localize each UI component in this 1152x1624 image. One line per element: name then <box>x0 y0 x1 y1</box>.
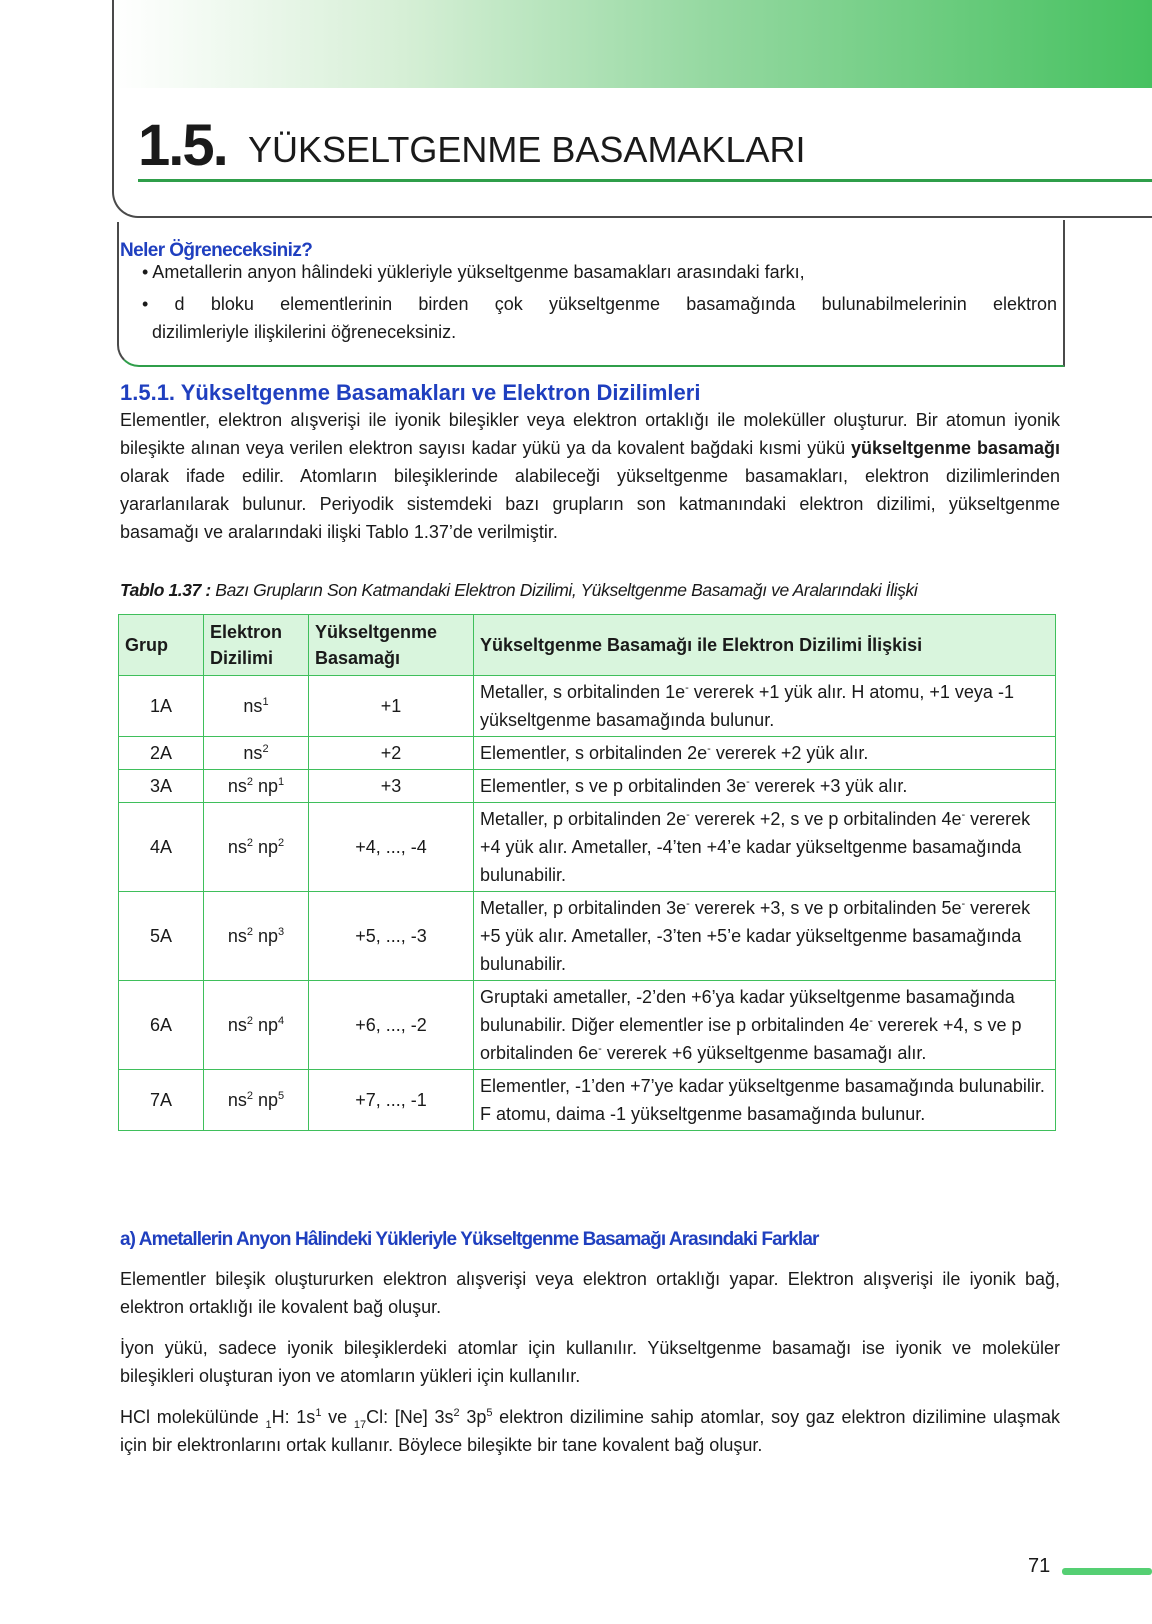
cell-grup: 7A <box>119 1070 204 1131</box>
table-row <box>119 803 1056 892</box>
header-grup: Grup <box>119 615 204 676</box>
table-header-row <box>119 615 1056 676</box>
paragraph-hcl: HCl molekülünde $_1$H: $1s^1$ ve $_{17}$Cl: [Ne] $3s^2$ $3p^5$ elektron dizilimine sahip atomlar, soy gaz elektron dizilimine ulaşmak için bir elektronlarını ortak kullanır. Böylece bileşikte bir tane kovalent bağ oluşur. <box>120 1407 1060 1455</box>
cell-electron-configuration: $ns^2$ $np^3$ <box>204 892 309 981</box>
cell-relationship: Elementler, -1’den +7’ye kadar yükseltgenme basamağında bulunabilir. F atomu, daima -1 yükseltgenme basamağında bulunur. <box>474 1070 1056 1131</box>
cell-oxidation-state: +6, ..., -2 <box>309 981 474 1070</box>
cell-relationship: Metaller, p orbitalinden 3e- vererek +3, s ve p orbitalinden 5e- vererek +5 yük alır. Ametaller, -3’ten +5’e kadar yükseltgenme basamağında bulunabilir. <box>474 892 1056 981</box>
cell-oxidation-state: +7, ..., -1 <box>309 1070 474 1131</box>
cell-relationship: Metaller, s orbitalinden 1e- vererek +1 yük alır. H atomu, +1 veya -1 yükseltgenme basamağında bulunur. <box>474 676 1056 737</box>
header-oxidation-state: Yükseltgenme Basamağı <box>309 615 474 676</box>
cell-electron-configuration: $ns^2$ $np^5$ <box>204 1070 309 1131</box>
cell-grup: 4A <box>119 803 204 892</box>
cell-grup: 2A <box>119 737 204 770</box>
learning-goal-item-continued: dizilimleriyle ilişkilerini öğreneceksiniz. <box>152 322 457 342</box>
table-row <box>119 737 1056 770</box>
paragraph: İyon yükü, sadece iyonik bileşiklerdeki atomlar için kullanılır. Yükseltgenme basamağı ise iyonik ve moleküler bileşikleri oluşturan iyon ve atomların yükleri için kullanılır. <box>120 1338 1060 1386</box>
header-relationship: Yükseltgenme Basamağı ile Elektron Dizilimi İlişkisi <box>474 615 1056 676</box>
table-row <box>119 1070 1056 1131</box>
paragraph: Elementler bileşik oluştururken elektron alışverişi veya elektron ortaklığı yapar. Elektron alışverişi ile iyonik bağ, elektron ortaklığı ile kovalent bağ oluşur. <box>120 1269 1060 1317</box>
table-row <box>119 676 1056 737</box>
header-frame <box>112 0 1152 218</box>
chapter-title: YÜKSELTGENME BASAMAKLARI <box>248 129 806 170</box>
key-term: yükseltgenme basamağı <box>851 438 1061 458</box>
cell-grup: 3A <box>119 770 204 803</box>
cell-oxidation-state: +5, ..., -3 <box>309 892 474 981</box>
section-title: 1.5.1. Yükseltgenme Basamakları ve Elektron Dizilimleri <box>120 380 701 405</box>
oxidation-states-table <box>118 614 1056 1131</box>
cell-electron-configuration: $ns^2$ $np^1$ <box>204 770 309 803</box>
cell-electron-configuration: $ns^2$ $np^4$ <box>204 981 309 1070</box>
table-row <box>119 892 1056 981</box>
cell-grup: 6A <box>119 981 204 1070</box>
chapter-number: 1.5. <box>138 113 227 178</box>
cell-oxidation-state: +4, ..., -4 <box>309 803 474 892</box>
table-caption: Tablo 1.37 : Bazı Grupların Son Katmandaki Elektron Dizilimi, Yükseltgenme Basamağı ve Aralarındaki İlişki <box>120 580 918 600</box>
cell-oxidation-state: +1 <box>309 676 474 737</box>
cell-electron-configuration: $ns^2$ $np^2$ <box>204 803 309 892</box>
cell-electron-configuration: $ns^1$ <box>204 676 309 737</box>
cell-electron-configuration: $ns^2$ <box>204 737 309 770</box>
table-row <box>119 981 1056 1070</box>
cell-grup: 1A <box>119 676 204 737</box>
learning-goal-item: • d bloku elementlerinin birden çok yükseltgenme basamağında bulunabilmelerinin elektron <box>142 294 1057 314</box>
table-row <box>119 770 1056 803</box>
chapter-title-underline <box>138 179 1152 182</box>
cell-relationship: Metaller, p orbitalinden 2e- vererek +2, s ve p orbitalinden 4e- vererek +4 yük alır. Ametaller, -4’ten +4’e kadar yükseltgenme basamağında bulunabilir. <box>474 803 1056 892</box>
cell-grup: 5A <box>119 892 204 981</box>
learning-box-corner <box>1063 220 1065 234</box>
cell-oxidation-state: +3 <box>309 770 474 803</box>
header-electron-configuration: Elektron Dizilimi <box>204 615 309 676</box>
section-intro-paragraph: Elementler, elektron alışverişi ile iyonik bileşikler veya elektron ortaklığı ile moleküller oluşturur. Bir atomun iyonik bileşikte alınan veya verilen elektron sayısı kadar yükü ya da kovalent bağdaki kısmi yükü yükseltgenme basamağı olarak ifade edilir. Atomların bileşiklerinde alabileceği yükseltgenme basamakları, elektron dizilimlerinden yararlanılarak bulunur. Periyodik sistemdeki bazı grupların son katmanındaki elektron dizilimi, yükseltgenme basamağı ve aralarındaki ilişki Tablo 1.37’de verilmiştir. <box>120 410 1061 542</box>
cell-relationship: Elementler, s orbitalinden 2e- vererek +2 yük alır. <box>474 737 1056 770</box>
page-number-bar <box>1062 1568 1152 1575</box>
cell-oxidation-state: +2 <box>309 737 474 770</box>
cell-relationship: Elementler, s ve p orbitalinden 3e- vererek +3 yük alır. <box>474 770 1056 803</box>
learning-goal-item: • Ametallerin anyon hâlindeki yükleriyle yükseltgenme basamakları arasındaki farkı, <box>142 262 805 282</box>
learning-goals-title: Neler Öğreneceksiniz? <box>120 240 313 261</box>
page-number: 71 <box>1028 1555 1051 1577</box>
subsection-a-title: a) Ametallerin Anyon Hâlindeki Yükleriyle Yükseltgenme Basamağı Arasındaki Farklar <box>120 1229 819 1250</box>
cell-relationship: Gruptaki ametaller, -2’den +6’ya kadar yükseltgenme basamağında bulunabilir. Diğer elementler ise p orbitalinden 4e- vererek +4, s ve p orbitalinden 6e- vererek +6 yükseltgenme basamağı alır. <box>474 981 1056 1070</box>
